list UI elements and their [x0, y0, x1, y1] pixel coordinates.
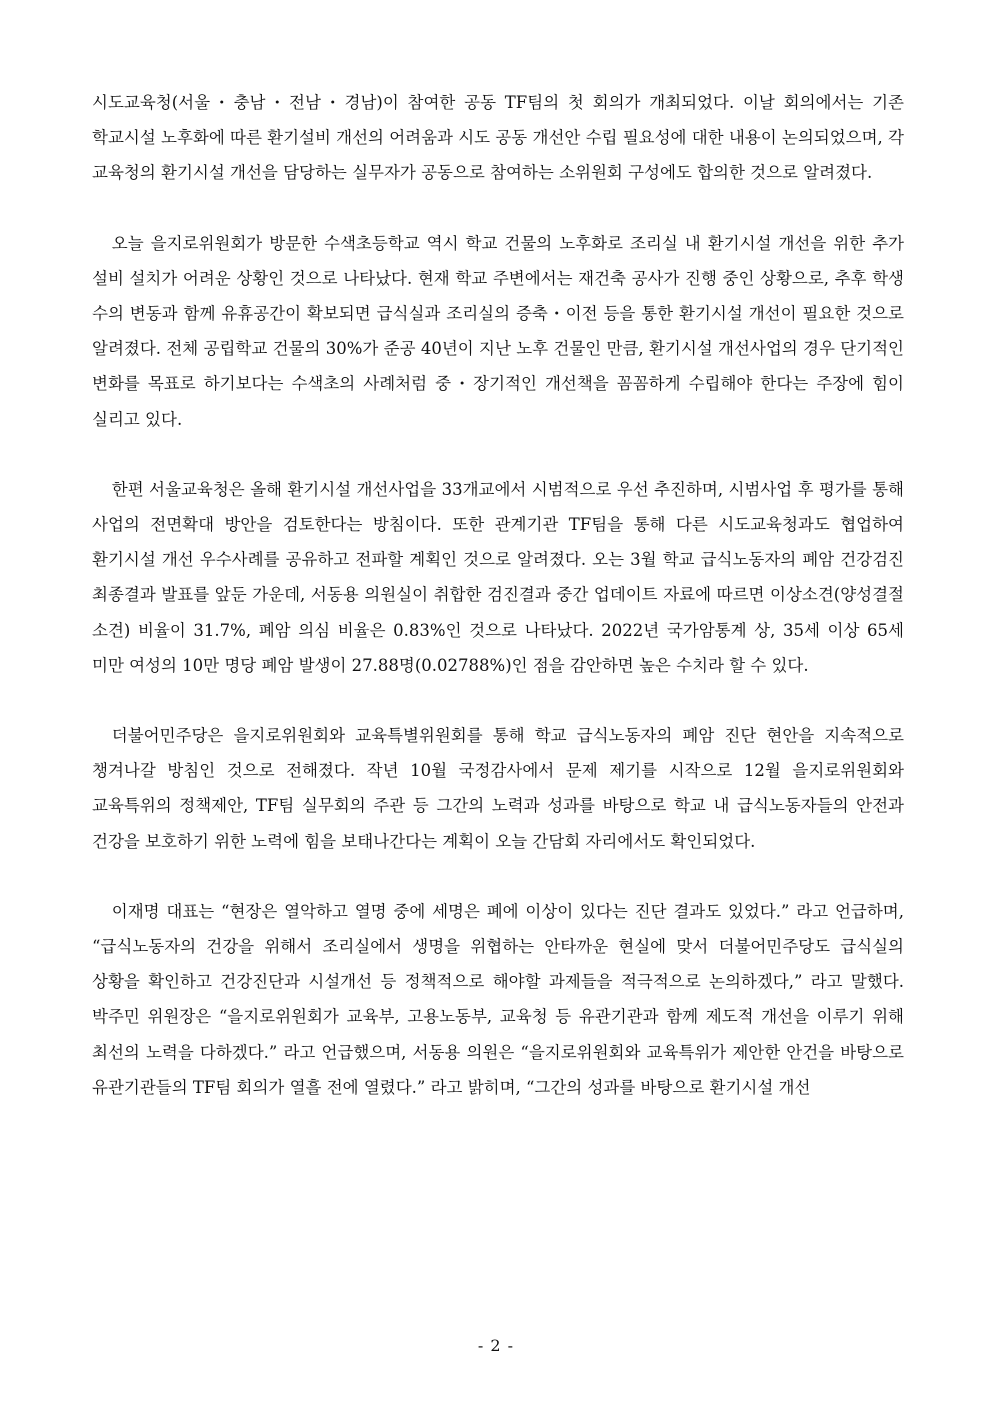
paragraph-5: 이재명 대표는 “현장은 열악하고 열명 중에 세명은 폐에 이상이 있다는 진단 결과도 있었다.” 라고 언급하며, “급식노동자의 건강을 위해서 조리실에서 생명을 위협하는 안타까운 현실에 맞서 더불어민주당도 급식실의 상황을 확인하고 건강진단과 시설개선 등 정책적으로 해야할 과제들을 적극적으로 논의하겠다,” 라고 말했다. 박주민 위원장은 “을지로위원회가 교육부, 고용노동부, 교육청 등 유관기관과 함께 제도적 개선을 이루기 위해 최선의 노력을 다하겠다.” 라고 언급했으며, 서동용 의원은 “을지로위원회와 교육특위가 제안한 안건을 바탕으로 유관기관들의 TF팀 회의가 열흘 전에 열렸다.” 라고 밝히며, “그간의 성과를 바탕으로 환기시설 개선	[92, 901, 904, 1097]
page-number: - 2 -	[477, 1336, 515, 1355]
paragraph-4: 더불어민주당은 을지로위원회와 교육특별위원회를 통해 학교 급식노동자의 폐암 진단 현안을 지속적으로 챙겨나갈 방침인 것으로 전해졌다. 작년 10월 국정감사에서 문제 제기를 시작으로 12월 을지로위원회와 교육특위의 정책제안, TF팀 실무회의 주관 등 그간의 노력과 성과를 바탕으로 학교 내 급식노동자들의 안전과 건강을 보호하기 위한 노력에 힘을 보태나간다는 계획이 오늘 간담회 자리에서도 확인되었다.	[92, 726, 904, 851]
paragraph-1: 시도교육청(서울・충남・전남・경남)이 참여한 공동 TF팀의 첫 회의가 개최되었다. 이날 회의에서는 기존 학교시설 노후화에 따른 환기설비 개선의 어려움과 시도 공동 개선안 수립 필요성에 대한 내용이 논의되었으며, 각 교육청의 환기시설 개선을 담당하는 실무자가 공동으로 참여하는 소위원회 구성에도 합의한 것으로 알려졌다.	[92, 93, 904, 183]
paragraph-3: 한편 서울교육청은 올해 환기시설 개선사업을 33개교에서 시범적으로 우선 추진하며, 시범사업 후 평가를 통해 사업의 전면확대 방안을 검토한다는 방침이다. 또한 관계기관 TF팀을 통해 다른 시도교육청과도 협업하여 환기시설 개선 우수사례를 공유하고 전파할 계획인 것으로 알려졌다. 오는 3월 학교 급식노동자의 폐암 건강검진 최종결과 발표를 앞둔 가운데, 서동용 의원실이 취합한 검진결과 중간 업데이트 자료에 따르면 이상소견(양성결절 소견) 비율이 31.7%, 폐암 의심 비율은 0.83%인 것으로 나타났다. 2022년 국가암통계 상, 35세 이상 65세 미만 여성의 10만 명당 폐암 발생이 27.88명(0.02788%)인 점을 감안하면 높은 수치라 할 수 있다.	[92, 479, 904, 675]
paragraph-2: 오늘 을지로위원회가 방문한 수색초등학교 역시 학교 건물의 노후화로 조리실 내 환기시설 개선을 위한 추가 설비 설치가 어려운 상황인 것으로 나타났다. 현재 학교 주변에서는 재건축 공사가 진행 중인 상황으로, 추후 학생 수의 변동과 함께 유휴공간이 확보되면 급식실과 조리실의 증축・이전 등을 통한 환기시설 개선이 필요한 것으로 알려졌다. 전체 공립학교 건물의 30%가 준공 40년이 지난 노후 건물인 만큼, 환기시설 개선사업의 경우 단기적인 변화를 목표로 하기보다는 수색초의 사례처럼 중・장기적인 개선책을 꼼꼼하게 수립해야 한다는 주장에 힘이 실리고 있다.	[92, 233, 904, 429]
document-body	[92, 85, 904, 1105]
